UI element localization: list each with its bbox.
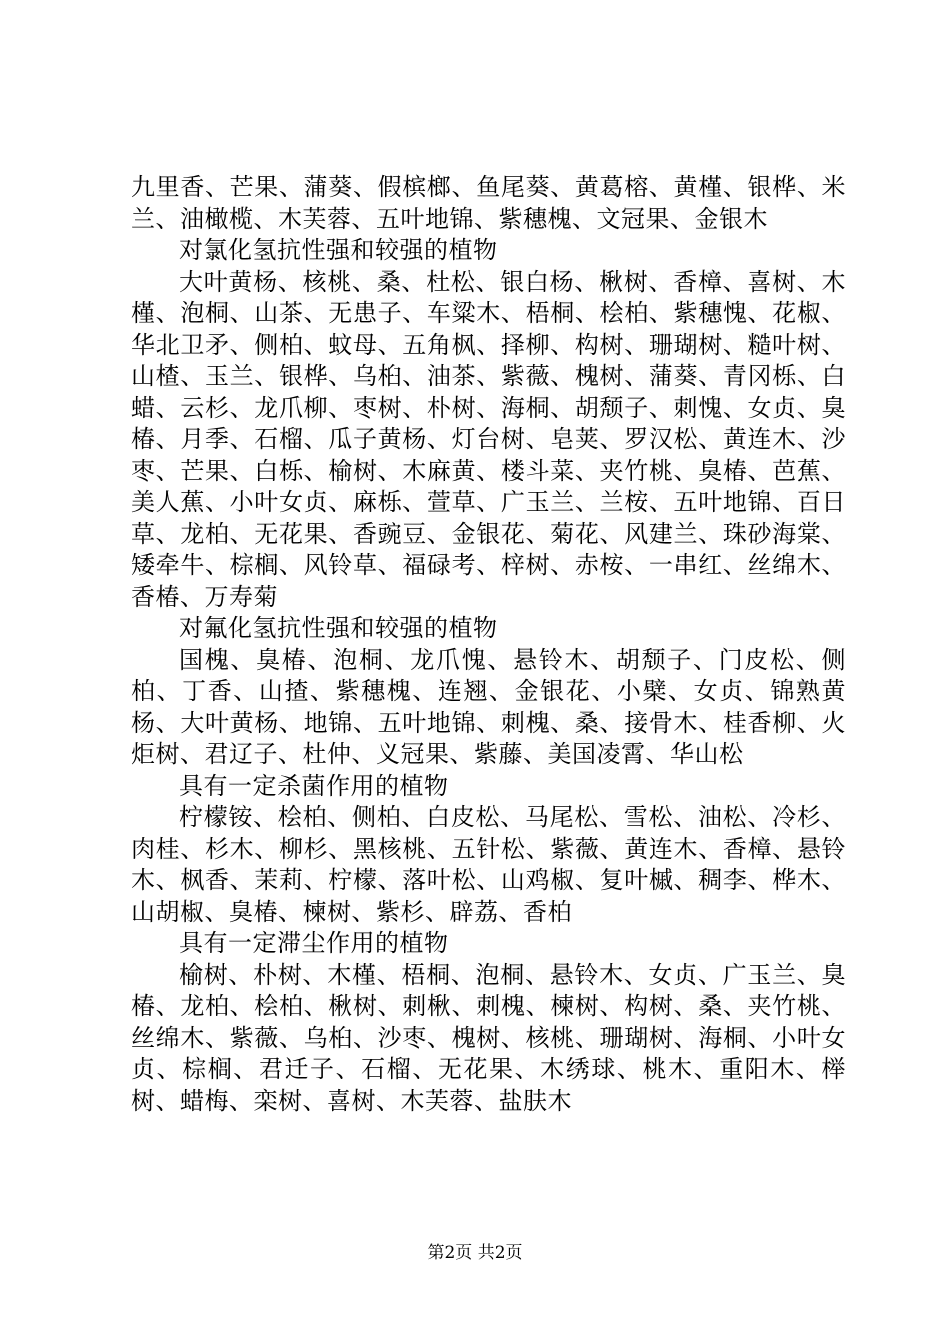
heading-hydrogen-chloride-resistant: 对氯化氢抗性强和较强的植物 xyxy=(179,236,498,264)
paragraph-bactericidal-plants: 柠檬铵、桧柏、侧柏、白皮松、马尾松、雪松、油松、冷杉、肉桂、杉木、柳杉、黑核桃、五针松、紫薇、黄连木、香樟、悬铃木、枫香、茉莉、柠檬、落叶松、山鸡椒、复叶槭、稠李、桦木、山胡椒、臭椿、楝树、紫杉、辟荔、香柏 xyxy=(131,803,846,926)
page-number-footer: 第2页 共2页 xyxy=(427,1243,523,1263)
paragraph-hydrogen-fluoride-plants: 国槐、臭椿、泡桐、龙爪愧、悬铃木、胡颓子、门皮松、侧柏、丁香、山揸、紫穗槐、连翘、金银花、小檗、女贞、锦熟黄杨、大叶黄杨、地锦、五叶地锦、刺槐、桑、接骨木、桂香柳、火炬树、君辽子、杜仲、义冠果、紫藤、美国凌霄、华山松 xyxy=(131,645,846,768)
heading-bactericidal-plants: 具有一定杀菌作用的植物 xyxy=(179,771,449,800)
heading-dust-retention-plants: 具有一定滞尘作用的植物 xyxy=(179,929,449,957)
paragraph-hydrogen-chloride-plants: 大叶黄杨、核桃、桑、杜松、银白杨、楸树、香樟、喜树、木槿、泡桐、山茶、无患子、车粱木、梧桐、桧柏、紫穗愧、花椒、华北卫矛、侧柏、蚊母、五角枫、择柳、构树、珊瑚树、糙叶树、山楂、玉兰、银桦、乌桕、油茶、紫薇、槐树、蒲葵、青冈栎、白蜡、云杉、龙爪柳、枣树、朴树、海桐、胡颓子、刺愧、女贞、臭椿、月季、石榴、瓜子黄杨、灯台树、皂荚、罗汉松、黄连木、沙枣、芒果、白栎、榆树、木麻黄、楼斗菜、夹竹桃、臭椿、芭蕉、美人蕉、小叶女贞、麻栎、萱草、广玉兰、兰桉、五叶地锦、百日草、龙柏、无花果、香豌豆、金银花、菊花、风建兰、珠砂海棠、矮牵牛、棕榈、风铃草、福碌考、梓树、赤桉、一串红、丝绵木、香椿、万寿菊 xyxy=(131,267,846,611)
paragraph-dust-retention-plants: 榆树、朴树、木槿、梧桐、泡桐、悬铃木、女贞、广玉兰、臭椿、龙柏、桧柏、楸树、刺楸、刺槐、楝树、构树、桑、夹竹桃、丝绵木、紫薇、乌桕、沙枣、槐树、核桃、珊瑚树、海桐、小叶女贞、棕榈、君迁子、石榴、无花果、木绣球、桃木、重阳木、榉树、蜡梅、栾树、喜树、木芙蓉、盐肤木 xyxy=(131,960,846,1115)
paragraph-plant-list-continued: 九里香、芒果、蒲葵、假槟榔、鱼尾葵、黄葛榕、黄槿、银桦、米兰、油橄榄、木芙蓉、五叶地锦、紫穗槐、文冠果、金银木 xyxy=(131,173,846,233)
body-text xyxy=(131,172,846,1117)
heading-hydrogen-fluoride-resistant: 对氟化氢抗性强和较强的植物 xyxy=(179,614,498,642)
